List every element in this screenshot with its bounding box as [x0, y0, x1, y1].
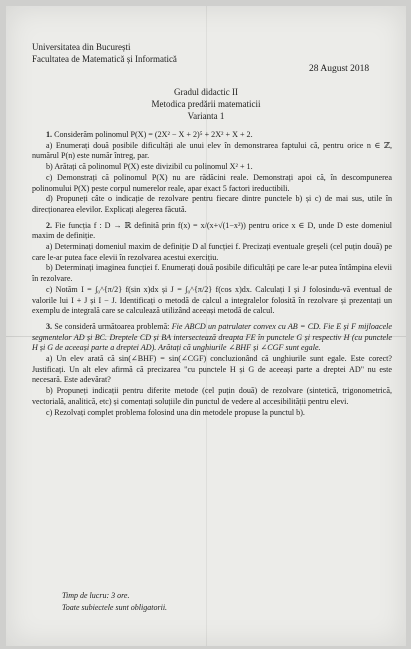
subject-title: Metodica predării matematicii — [151, 99, 261, 109]
problem-3-intro: 3. Se consideră următoarea problemă: Fie ABCD un patrulater convex cu AB = CD. Fie E și F mijloacele segmentelor AD și BC. Dreptele CD și BA intersectează dreapta FE în punctele G și respectiv H (cu punctele H și G de aceeași parte a dreptei AD). Arătați că unghiurile ∠BHF și ∠CGF sunt egale. — [32, 321, 393, 353]
problem-2-part-a: a) Determinați domeniul maxim de definiție D al funcției f. Precizați eventuale greșeli (cel puțin două) pe care le-ar putea face elevii în rezolvarea acestui exercițiu. — [32, 242, 392, 262]
faculty-name: Facultatea de Matematică și Informatică — [32, 54, 177, 64]
problem-3-part-a: a) Un elev arată că sin(∠BHF) = sin(∠CGF) concluzionând că unghiurile sunt egale. Este corect? Justificați. Un alt elev afirmă că precizarea "cu punctele H și G de aceeași parte a dreptei AD" nu este necesară. Este adevărat? — [32, 354, 392, 385]
exam-date: 28 August 2018 — [309, 64, 370, 74]
university-name: Universitatea din București — [32, 42, 131, 52]
problem-3-statement: Fie ABCD un patrulater convex cu AB = CD. Fie E și F mijloacele segmentelor AD și BC. Dreptele CD și BA intersectează dreapta FE în punctele G și respectiv H (cu punctele H și G de aceeași parte a dreptei AD). Arătați că unghiurile ∠BHF și ∠CGF sunt egale. — [32, 321, 393, 353]
exam-sheet — [6, 6, 406, 646]
exam-body — [32, 130, 392, 418]
problem-3-number: 3. — [46, 321, 53, 331]
problem-2-number: 2. — [46, 220, 53, 230]
mandatory-note: Toate subiectele sunt obligatorii. — [62, 603, 168, 612]
problem-1-part-d: d) Propuneți câte o indicație de rezolvare pentru fiecare dintre punctele b) și c) de mai sus, utile în direcționarea elevilor. Explicați alegerea făcută. — [32, 194, 392, 214]
problem-3-part-b: b) Propuneți indicații pentru diferite metode (cel puțin două) de rezolvare (sintetică, trigonometrică, vectorială, analitică, etc) și comentați soluțiile din punctul de vedere al accesibilității pentru elevi. — [32, 386, 392, 406]
exam-title: Gradul didactic II — [174, 87, 238, 97]
problem-3-part-c: c) Rezolvați complet problema folosind una din metodele propuse la punctul b). — [46, 407, 305, 417]
institution-header — [32, 41, 177, 65]
problem-1-intro: 1. Considerăm polinomul P(X) = (2X² − X + 2)⁵ + 2X² + X + 2. — [46, 130, 253, 139]
exam-titles — [6, 86, 406, 122]
problem-1-part-a: a) Enumerați două posibile dificultăți ale unui elev în demonstrarea faptului că, pentru orice n ∈ ℤ, numărul P(n) este număr întreg, par. — [32, 140, 392, 161]
problem-1-part-c: c) Demonstrați că polinomul P(X) nu are rădăcini reale. Demonstrați apoi că, în descompunerea polinomului P(X) peste corpul numerelor reale, apar exact 5 factori ireductibili. — [32, 172, 392, 193]
problem-2-part-b: b) Determinați imaginea funcției f. Enumerați două posibile dificultăți pe care le-ar putea întâmpina elevii în rezolvare. — [32, 263, 392, 284]
variant-title: Varianta 1 — [187, 111, 225, 121]
problem-1-number: 1. — [46, 130, 53, 139]
problem-1-part-b: b) Arătați că polinomul P(X) este divizibil cu polinomul X² + 1. — [46, 162, 253, 172]
time-limit: Timp de lucru: 3 ore. — [62, 591, 130, 600]
problem-2-part-c: c) Notăm I = ∫₀^{π/2} f(sin x)dx și J = ∫₀^{π/2} f(cos x)dx. Calculați I și J folosindu-vă eventual de valorile lui I + J și I − J. Identificați o metodă de calcul a integralelor folosită în rezolvare și prezentați un exemplu de integrală care se calculează utilizând aceeași metodă de calcul. — [32, 284, 392, 316]
problem-2-intro: 2. Fie funcția f : D → ℝ definită prin f(x) = x/(x+√(1−x²)) pentru orice x ∈ D, unde D este domeniul maxim de definiție. — [32, 220, 392, 241]
exam-footer — [62, 590, 167, 614]
